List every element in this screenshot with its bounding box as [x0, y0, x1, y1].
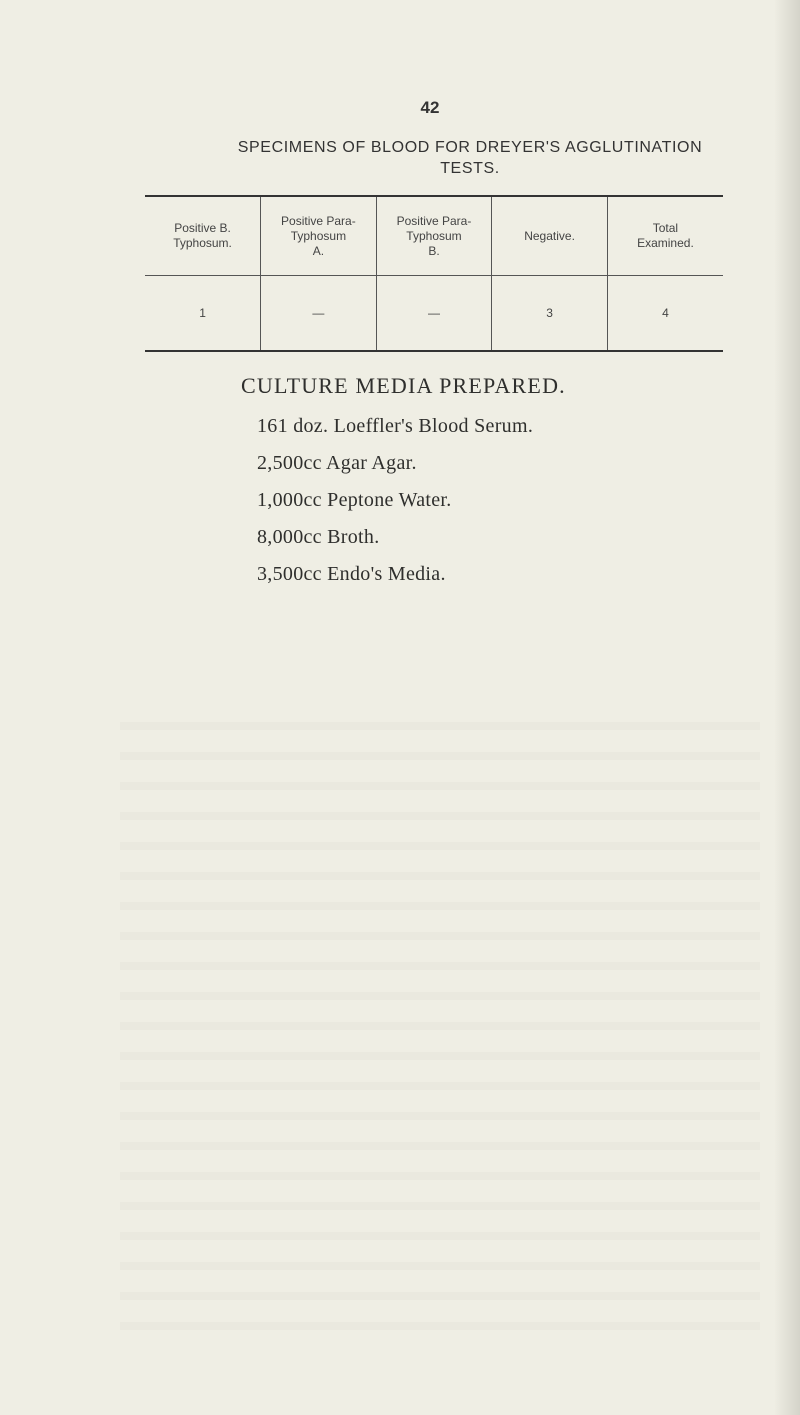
agglutination-table-container	[145, 195, 723, 352]
table-title-line-2: TESTS.	[440, 160, 500, 177]
cell-total-examined: 4	[607, 276, 723, 352]
cell-negative: 3	[492, 276, 608, 352]
culture-media-list	[257, 408, 533, 593]
reverse-page-show-through	[120, 700, 760, 1340]
header-negative: Negative.	[492, 196, 608, 276]
list-item: 3,500cc Endo's Media.	[257, 563, 446, 585]
header-positive-para-typhosum-a: Positive Para- Typhosum A.	[261, 196, 377, 276]
culture-media-heading: CULTURE MEDIA PREPARED.	[241, 373, 566, 398]
list-item: 1,000cc Peptone Water.	[257, 489, 452, 511]
list-item: 8,000cc Broth.	[257, 526, 380, 548]
cell-positive-para-typhosum-b: —	[376, 276, 492, 352]
cell-positive-para-typhosum-a: —	[261, 276, 377, 352]
list-item: 2,500cc Agar Agar.	[257, 452, 417, 474]
header-total-examined: Total Examined.	[607, 196, 723, 276]
table-row	[145, 276, 723, 352]
header-positive-b-typhosum: Positive B. Typhosum.	[145, 196, 261, 276]
page-number: 42	[420, 98, 440, 117]
cell-positive-b-typhosum: 1	[145, 276, 261, 352]
header-positive-para-typhosum-b: Positive Para- Typhosum B.	[376, 196, 492, 276]
list-item: 161 doz. Loeffler's Blood Serum.	[257, 415, 534, 437]
table-header-row	[145, 196, 723, 276]
page-edge-shadow	[774, 0, 800, 1415]
table-title	[100, 137, 800, 179]
table-title-line-1: SPECIMENS OF BLOOD FOR DREYER'S AGGLUTINATION	[237, 139, 703, 156]
agglutination-table	[145, 195, 723, 352]
